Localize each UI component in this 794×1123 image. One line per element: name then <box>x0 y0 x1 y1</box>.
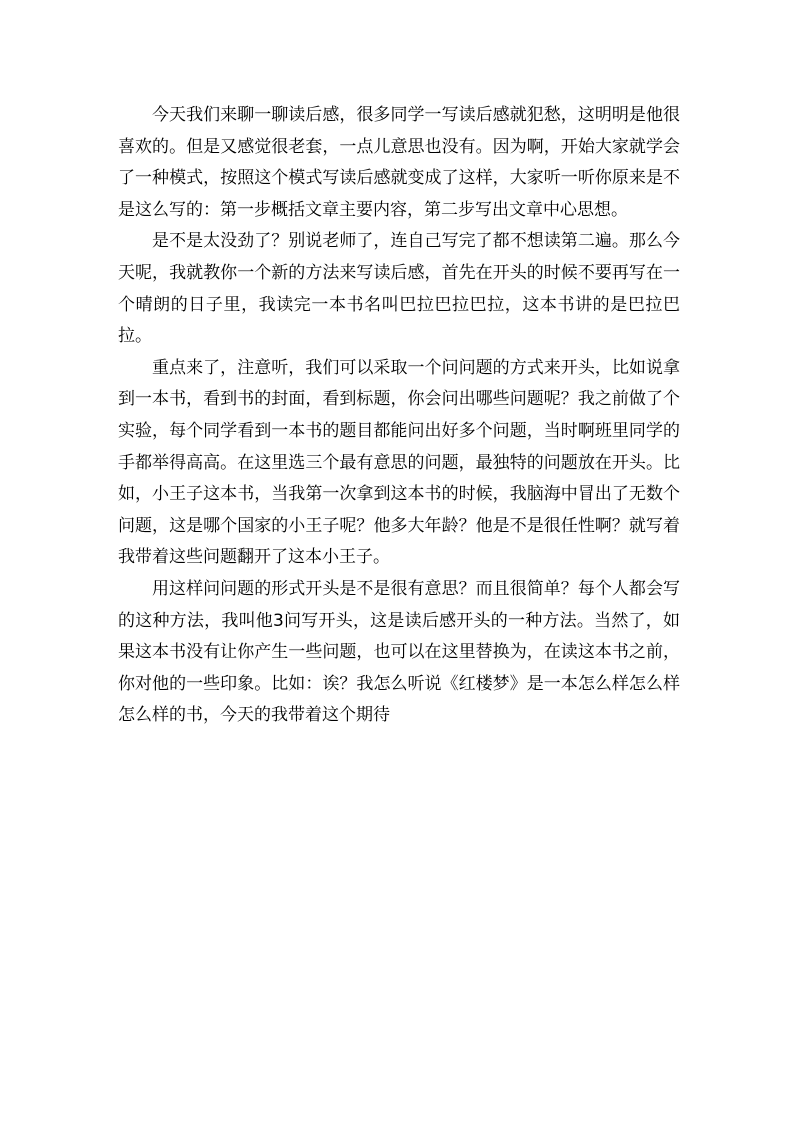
document-body <box>118 100 680 732</box>
paragraph: 重点来了，注意听，我们可以采取一个问问题的方式来开头，比如说拿到一本书，看到书的封面，看到标题，你会问出哪些问题呢？我之前做了个实验，每个同学看到一本书的题目都能问出好多个问题，当时啊班里同学的手都举得高高。在这里选三个最有意思的问题，最独特的问题放在开头。比如，小王子这本书，当我第一次拿到这本书的时候，我脑海中冒出了无数个问题，这是哪个国家的小王子呢？他多大年龄？他是不是很任性啊？就写着我带着这些问题翻开了这本小王子。 <box>118 357 680 568</box>
paragraph: 是不是太没劲了？别说老师了，连自己写完了都不想读第二遍。那么今天呢，我就教你一个新的方法来写读后感，首先在开头的时候不要再写在一个晴朗的日子里，我读完一本书名叫巴拉巴拉巴拉，这本书讲的是巴拉巴拉。 <box>118 231 680 347</box>
paragraph: 今天我们来聊一聊读后感，很多同学一写读后感就犯愁，这明明是他很喜欢的。但是又感觉很老套，一点儿意思也没有。因为啊，开始大家就学会了一种模式，按照这个模式写读后感就变成了这样，大家听一听你原来是不是这么写的：第一步概括文章主要内容，第二步写出文章中心思想。 <box>118 105 680 220</box>
paragraph: 用这样问问题的形式开头是不是很有意思？而且很简单？每个人都会写的这种方法，我叫他3问写开头，这是读后感开头的一种方法。当然了，如果这本书没有让你产生一些问题，也可以在这里替换为，在读这本书之前，你对他的一些印象。比如：诶？我怎么听说《红楼梦》是一本怎么样怎么样怎么样的书，今天的我带着这个期待 <box>118 578 680 726</box>
